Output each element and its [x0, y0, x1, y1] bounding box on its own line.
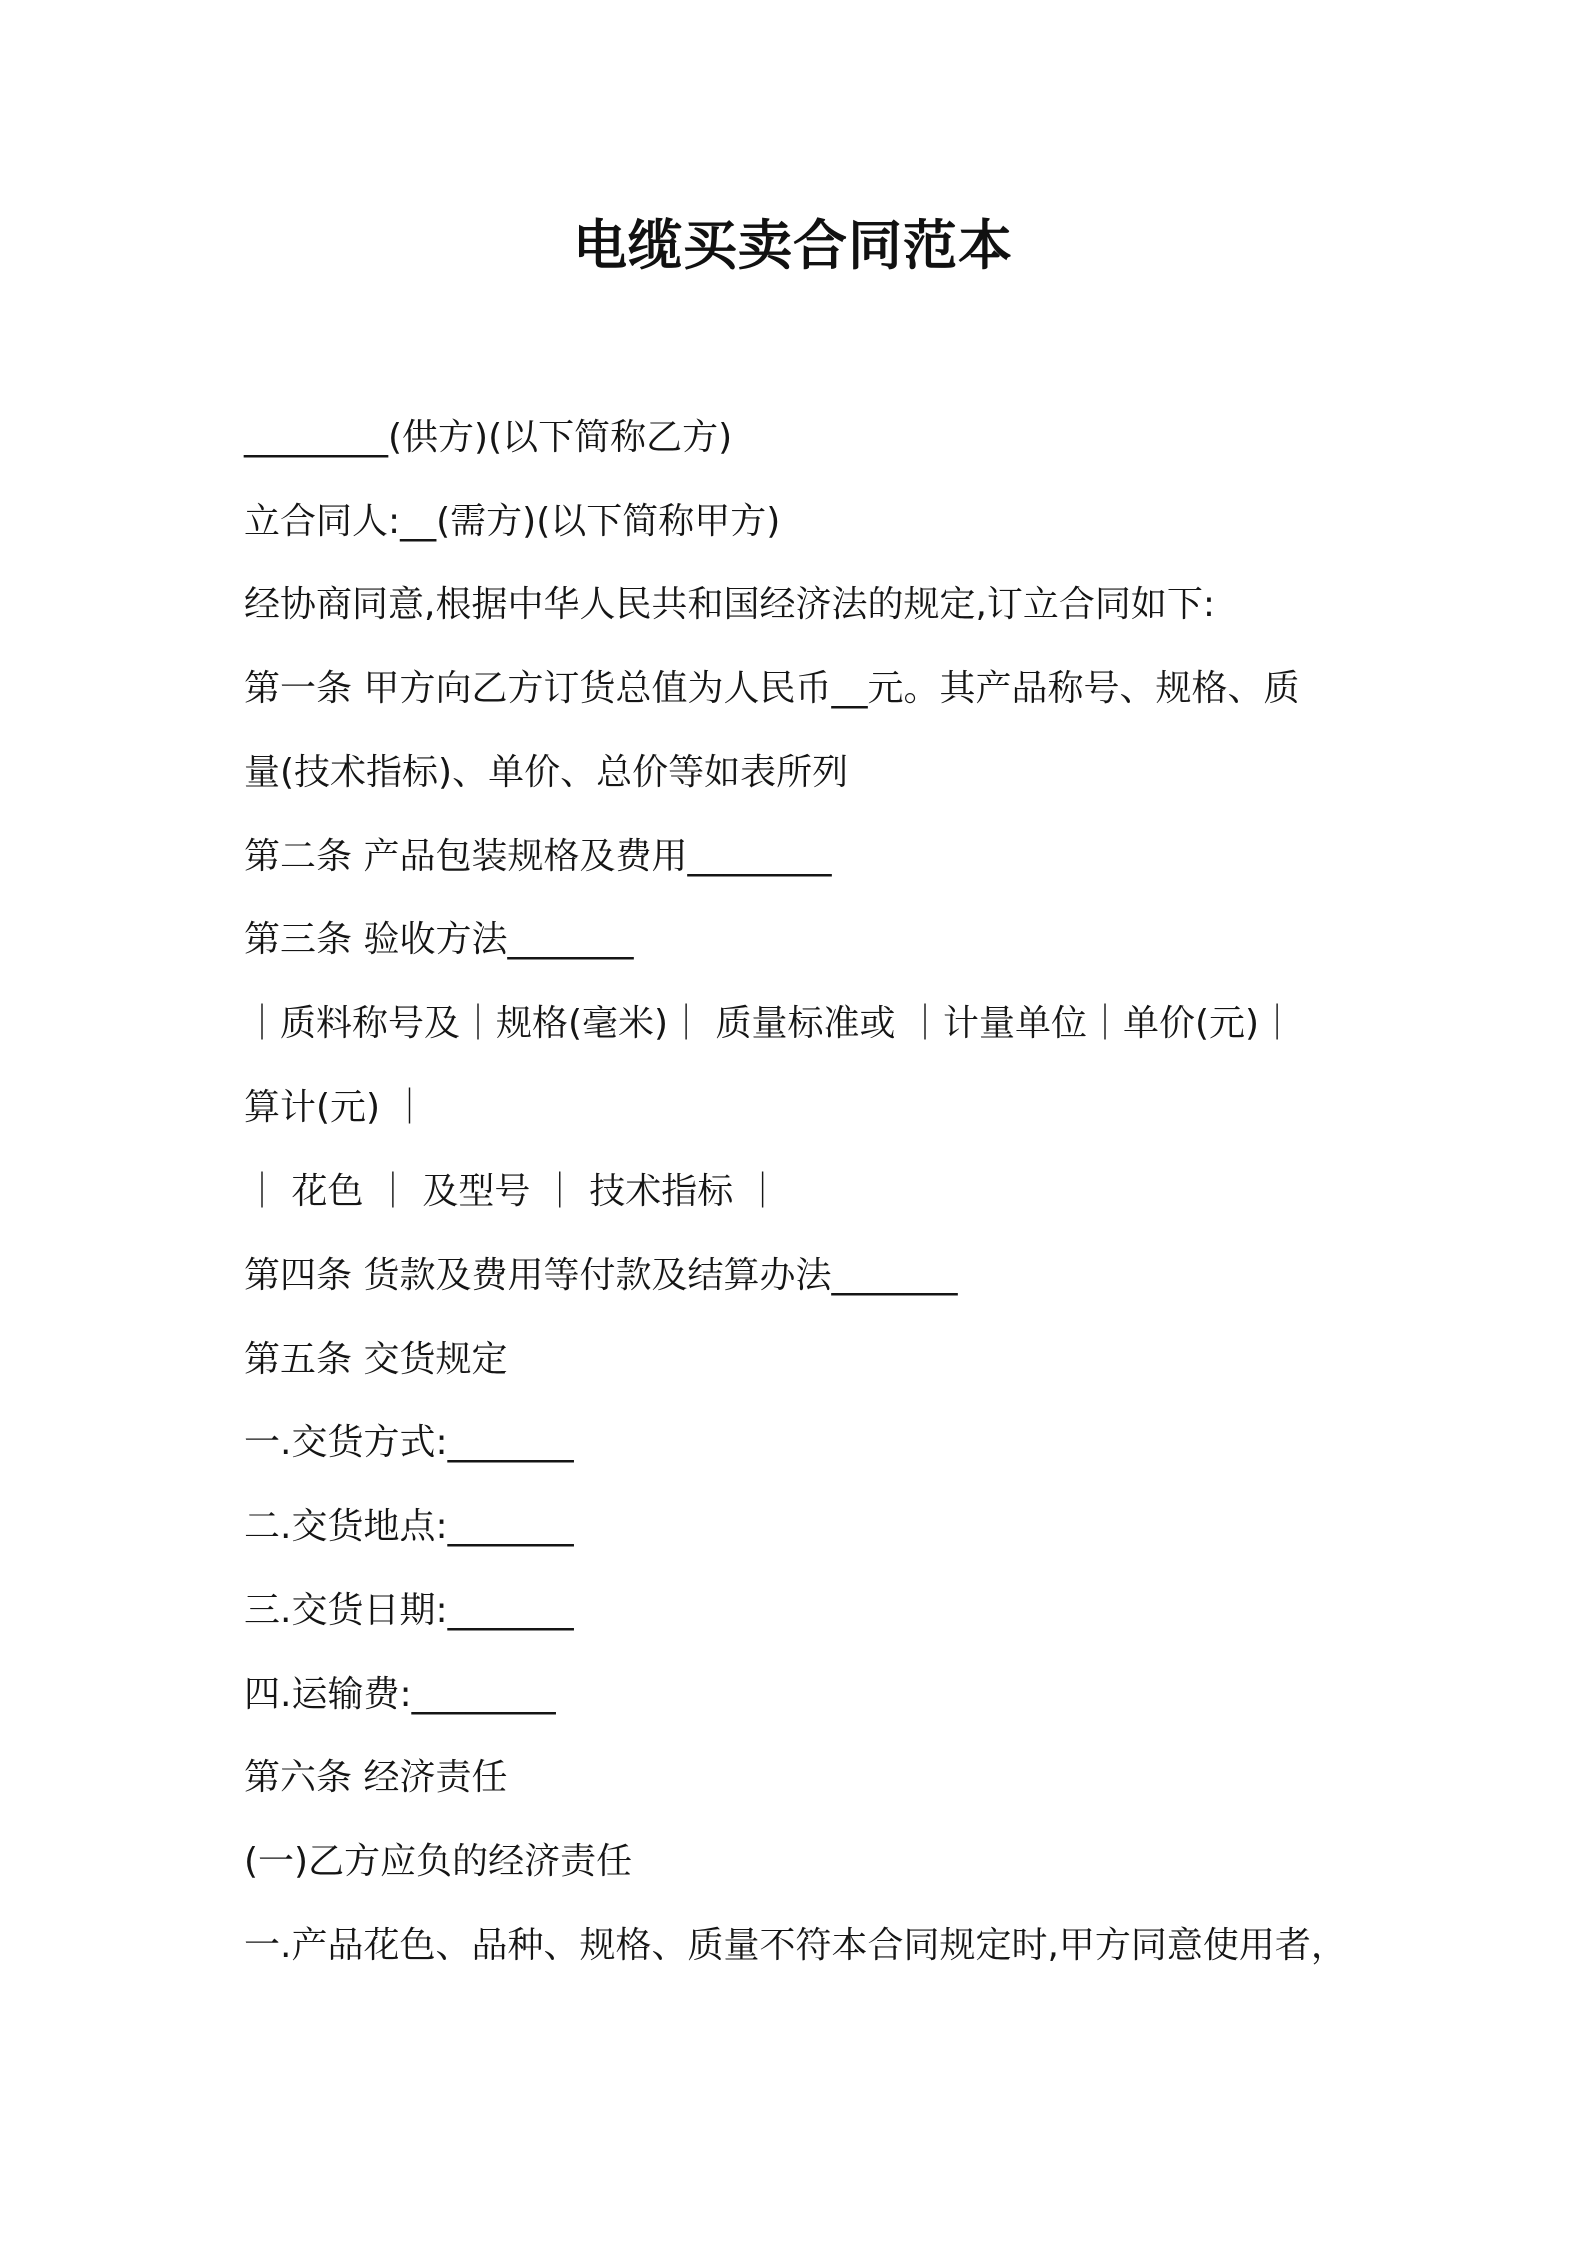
table-header-row-1: ｜质料称号及｜规格(毫米)｜ 质量标准或 ｜计量单位｜单价(元)｜	[244, 1003, 1296, 1044]
article-1-line-2: 量(技术指标)、单价、总价等如表所列	[244, 752, 849, 793]
article-2-line: 第二条 产品包装规格及费用________	[244, 836, 832, 877]
article-3-line: 第三条 验收方法_______	[244, 919, 634, 960]
party-supplier-line: ________(供方)(以下简称乙方)	[244, 417, 733, 458]
liability-item-1-line: 一.产品花色、品种、规格、质量不符本合同规定时,甲方同意使用者，	[244, 1925, 1347, 1966]
delivery-place-line: 二.交货地点:_______	[244, 1506, 574, 1547]
article-1-line-1: 第一条 甲方向乙方订货总值为人民币__元。其产品称号、规格、质	[244, 668, 1300, 709]
delivery-date-line: 三.交货日期:_______	[244, 1590, 574, 1631]
supplier-liability-heading: (一)乙方应负的经济责任	[244, 1841, 633, 1882]
document-title: 电缆买卖合同范本	[573, 214, 1013, 277]
preamble-line: 经协商同意,根据中华人民共和国经济法的规定,订立合同如下:	[244, 584, 1216, 625]
transport-fee-line: 四.运输费:________	[244, 1674, 556, 1715]
article-4-line: 第四条 货款及费用等付款及结算办法_______	[244, 1255, 958, 1296]
article-6-line: 第六条 经济责任	[244, 1757, 508, 1798]
table-header-row-2: ｜ 花色 ｜ 及型号 ｜ 技术指标 ｜	[244, 1171, 781, 1212]
delivery-method-line: 一.交货方式:_______	[244, 1422, 574, 1463]
article-5-line: 第五条 交货规定	[244, 1339, 508, 1380]
party-buyer-line: 立合同人:__(需方)(以下简称甲方)	[244, 501, 781, 542]
table-header-row-1-cont: 算计(元) ｜	[244, 1087, 428, 1128]
